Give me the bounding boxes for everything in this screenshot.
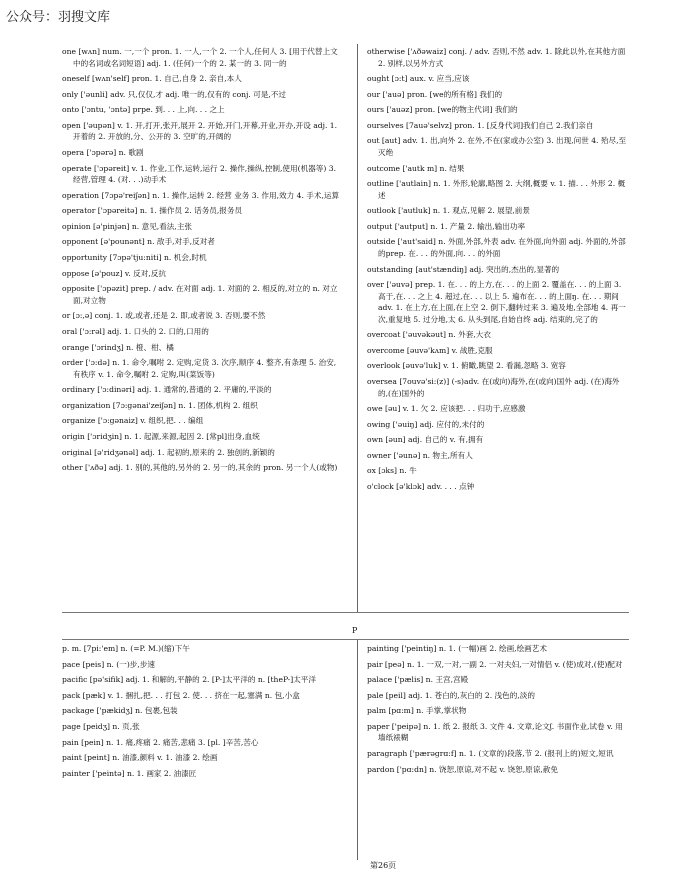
dictionary-entry: pair [peə] n. 1. 一双,一对,一副 2. 一对夫妇,一对情侣 v. (使)成对,(使)配对 [367,659,623,669]
dictionary-entry: p. m. [7pi:'em] n. (=P. M.)(缩)下午 [62,644,190,653]
dictionary-entry: opinion [ə'pinjən] n. 意见,看法,主张 [62,221,193,231]
dictionary-entry: pale [peil] adj. 1. 苍白的,灰白的 2. 浅色的,淡的 [367,690,535,700]
dictionary-entry: output ['autput] n. 1. 产量 2. 输出,输出功率 [367,221,526,231]
section-letter: P [352,626,358,635]
entries-column-top-right [367,46,629,497]
dictionary-entry: ordinary ['ɔ:dinəri] adj. 1. 通常的,普通的 2. 平庸的,平淡的 [62,385,272,395]
dictionary-entry: outline ['autlain] n. 1. 外形,轮廓,略图 2. 大纲,概要 v. 1. 描. . . 外形 2. 概述 [367,179,626,200]
dictionary-entry: pacific [pə'sifik] adj. 1. 和解的,平静的 2. [P-]太平洋的 n. [theP-]太平洋 [62,675,316,685]
dictionary-entry: owner ['əunə] n. 物主,所有人 [367,450,473,460]
dictionary-entry: outcome ['autk m] n. 结果 [367,163,465,173]
dictionary-entry: only ['əunli] adv. 只,仅仅,才 adj. 唯一的,仅有的 conj. 可是,不过 [62,89,287,99]
dictionary-entry: operate ['ɔpəreit] v. 1. 作业,工作,运转,运行 2. 操作,操纵,控制,使用(机器等) 3. 经营,管理 4. (对. . .)动手术 [62,163,336,185]
dictionary-entry: organize ['ɔ:gənaiz] v. 组织,把. . . 编组 [62,416,204,426]
dictionary-entry: oral ['ɔ:rəl] adj. 1. 口头的 2. 口的,口用的 [62,326,209,336]
entries-column-bottom-left [62,643,342,783]
entries-column-top-left [62,46,342,478]
dictionary-entry: owing ['əuiŋ] adj. 应付的,未付的 [367,419,485,429]
brand-watermark: 公众号：羽搜文库 [6,10,111,25]
dictionary-entry: outstanding [aut'stændiŋ] adj. 突出的,杰出的,显著的 [367,264,560,274]
dictionary-entry: painter ['peintə] n. 1. 画家 2. 油漆匠 [62,768,197,778]
dictionary-entry: own [əun] adj. 自己的 v. 有,拥有 [367,435,484,445]
dictionary-entry: organization [7ɔ:gənai'zeiʃən] n. 1. 团体,机构 2. 组织 [62,400,258,410]
dictionary-entry: operation [7ɔpə'reiʃən] n. 1. 操作,运转 2. 经营 业务 3. 作用,效力 4. 手术,运算 [62,190,340,200]
dictionary-entry: other ['ʌðə] adj. 1. 别的,其他的,另外的 2. 另一的,其余的 pron. 另一个人(或物) [62,463,338,473]
dictionary-entry: overcoat ['əuvəkəut] n. 外套,大衣 [367,330,491,340]
dictionary-entry: pace [peis] n. (一)步,步速 [62,659,156,669]
dictionary-entry: pack [pæk] v. 1. 捆扎,把. . . 打包 2. 使. . . 挤在一起,塞满 n. 包,小盒 [62,690,300,700]
dictionary-entry: out [aut] adv. 1. 出,向外 2. 在外,不在(家或办公室) 3. 出现,问世 4. 殆尽,至灭绝 [367,136,627,157]
dictionary-entry: paragraph ['pærəgrɑ:f] n. 1. (文章的)段落,节 2. (报刊上的)短文,短讯 [367,749,614,759]
dictionary-entry: onto ['ɔntu, 'ɔntə] prpe. 到. . . 上,向. . . 之上 [62,105,225,115]
dictionary-entry: origin ['ɔridʒin] n. 1. 起源,来源,起因 2. [常pl]出身,血统 [62,431,260,441]
dictionary-entry: painting ['peintiŋ] n. 1. (一幅)画 2. 绘画,绘画艺术 [367,644,547,653]
dictionary-entry: outlook ['autluk] n. 1. 观点,见解 2. 展望,前景 [367,206,530,216]
dictionary-entry: overlook [əuvə'luk] v. 1. 俯瞰,眺望 2. 看漏,忽略 3. 宽容 [367,361,566,371]
entries-column-bottom-right [367,643,629,779]
dictionary-entry: order ['ɔ:də] n. 1. 命令,嘱咐 2. 定购,定货 3. 次序,顺序 4. 整齐,有条理 5. 治安,有秩序 v. 1. 命令,嘱咐 2. 定购,叫(菜饭等) [62,358,337,379]
column-divider-bottom [357,640,358,860]
dictionary-entry: oneself [wʌn'self] pron. 1. 自己,自身 2. 亲自,本人 [62,74,242,84]
dictionary-entry: opposite ['ɔpəzit] prep. / adv. 在对面 adj. 1. 对面的 2. 相反的,对立的 n. 对立面,对立物 [62,284,338,305]
dictionary-entry: owe [əu] v. 1. 欠 2. 应该把. . . 归功于,应感激 [367,404,526,414]
dictionary-entry: overcome [əuvə'kʌm] v. 战胜,克服 [367,345,493,355]
dictionary-entry: ours ['auəz] pron. [we的物主代词] 我们的 [367,105,518,115]
section-divider-bottom [62,639,629,640]
dictionary-entry: page [peidʒ] n. 页,张 [62,721,140,731]
dictionary-entry: pain [pein] n. 1. 痛,疼痛 2. 痛苦,悲痛 3. [pl. ]辛苦,苦心 [62,737,259,747]
dictionary-entry: open ['əupən] v. 1. 开,打开,张开,展开 2. 开始,开门,开幕,开业,开办,开设 adj. 1. 开着的 2. 开放的,分、公开的 3. 空旷的,开阔的 [62,120,338,142]
dictionary-entry: pardon ['pɑ:dn] n. 饶恕,原谅,对不起 v. 饶恕,原谅,赦免 [367,764,558,774]
dictionary-entry: opponent [ə'pounənt] n. 敌手,对手,反对者 [62,237,215,247]
dictionary-entry: o'clock [ə'klɔk] adv. . . . 点钟 [367,482,475,492]
dictionary-entry: oppose [ə'pouz] v. 反对,反抗 [62,268,166,278]
dictionary-entry: oversea [7ouvə'si:(z)] (-s)adv. 在(或向)海外,在(或向)国外 adj. (在)海外的,(在)国外的 [367,377,620,398]
dictionary-entry: over ['əuvə] prep. 1. 在. . . 的上方,在. . . 的上面 2. 覆盖在. . . 的上面 3. 高于,在. . . 之上 4. 超过,在. . . 以上 5. 遍布在. . . 的上面ŋ. 在. . . 期间 adv. 1. 在上方,在上面,在上空 2. 倒下,翻转过来 3. 遍及地,全部地 4. 再一次,重复地 5. 过分地,太 6. 从头到尾,自始自终 adj. 结束的,完了的 [367,280,626,324]
dictionary-entry: our ['auə] pron. [we的所有格] 我们的 [367,89,503,99]
dictionary-entry: paint [peint] n. 油漆,颜料 v. 1. 油漆 2. 绘画 [62,753,218,763]
dictionary-entry: opportunity [7ɔpə'tju:niti] n. 机会,时机 [62,253,207,263]
dictionary-entry: paper ['peipə] n. 1. 纸 2. 报纸 3. 文件 4. 文章,论文ʃ. 书面作业,试卷 v. 用墙纸裱糊 [367,721,623,743]
dictionary-entry: otherwise ['ʌðəwaiz] conj. / adv. 否则,不然 adv. 1. 除此以外,在其他方面 2. 别样,以另外方式 [367,47,626,68]
dictionary-entry: package ['pækidʒ] n. 包裹,包装 [62,706,178,716]
dictionary-entry: outside ['aut'said] n. 外面,外部,外表 adv. 在外面,向外面 adj. 外面的,外部的prep. 在. . . 的外面,向. . . 的外面 [367,237,626,258]
dictionary-entry: orange ['ɔrindʒ] n. 橙、柑、橘 [62,342,174,352]
dictionary-entry: opera ['ɔpərə] n. 歌剧 [62,147,144,157]
dictionary-entry: operator ['ɔpəreitə] n. 1. 操作员 2. 话务员,报务员 [62,206,243,216]
dictionary-entry: ox [ɔks] n. 牛 [367,466,417,476]
page-number: 第26页 [370,861,397,870]
dictionary-entry: original [ə'ridʒənəl] adj. 1. 起初的,原来的 2. 独创的,新颖的 [62,447,275,457]
dictionary-entry: ought [ɔ:t] aux. v. 应当,应该 [367,74,470,84]
dictionary-entry: palace ['pælis] n. 王宫,宫殿 [367,675,469,685]
dictionary-entry: one [wʌn] num. 一,一个 pron. 1. 一人,一个 2. 一个人,任何人 3. [用于代替上文中的名词或名词短语] adj. 1. (任何)一个的 2. 某一的 3. 同一的 [62,47,338,68]
dictionary-entry: or [ɔ:,ə] conj. 1. 或,或者,还是 2. 即,或者说 3. 否则,要不然 [62,311,266,321]
column-divider-top [357,44,358,613]
dictionary-entry: palm [pɑ:m] n. 手掌,掌状物 [367,706,467,716]
dictionary-entry: ourselves [7auə'selvz] pron. 1. [反身代词]我们自己 2.我们亲自 [367,120,594,130]
section-divider-top [62,612,629,613]
